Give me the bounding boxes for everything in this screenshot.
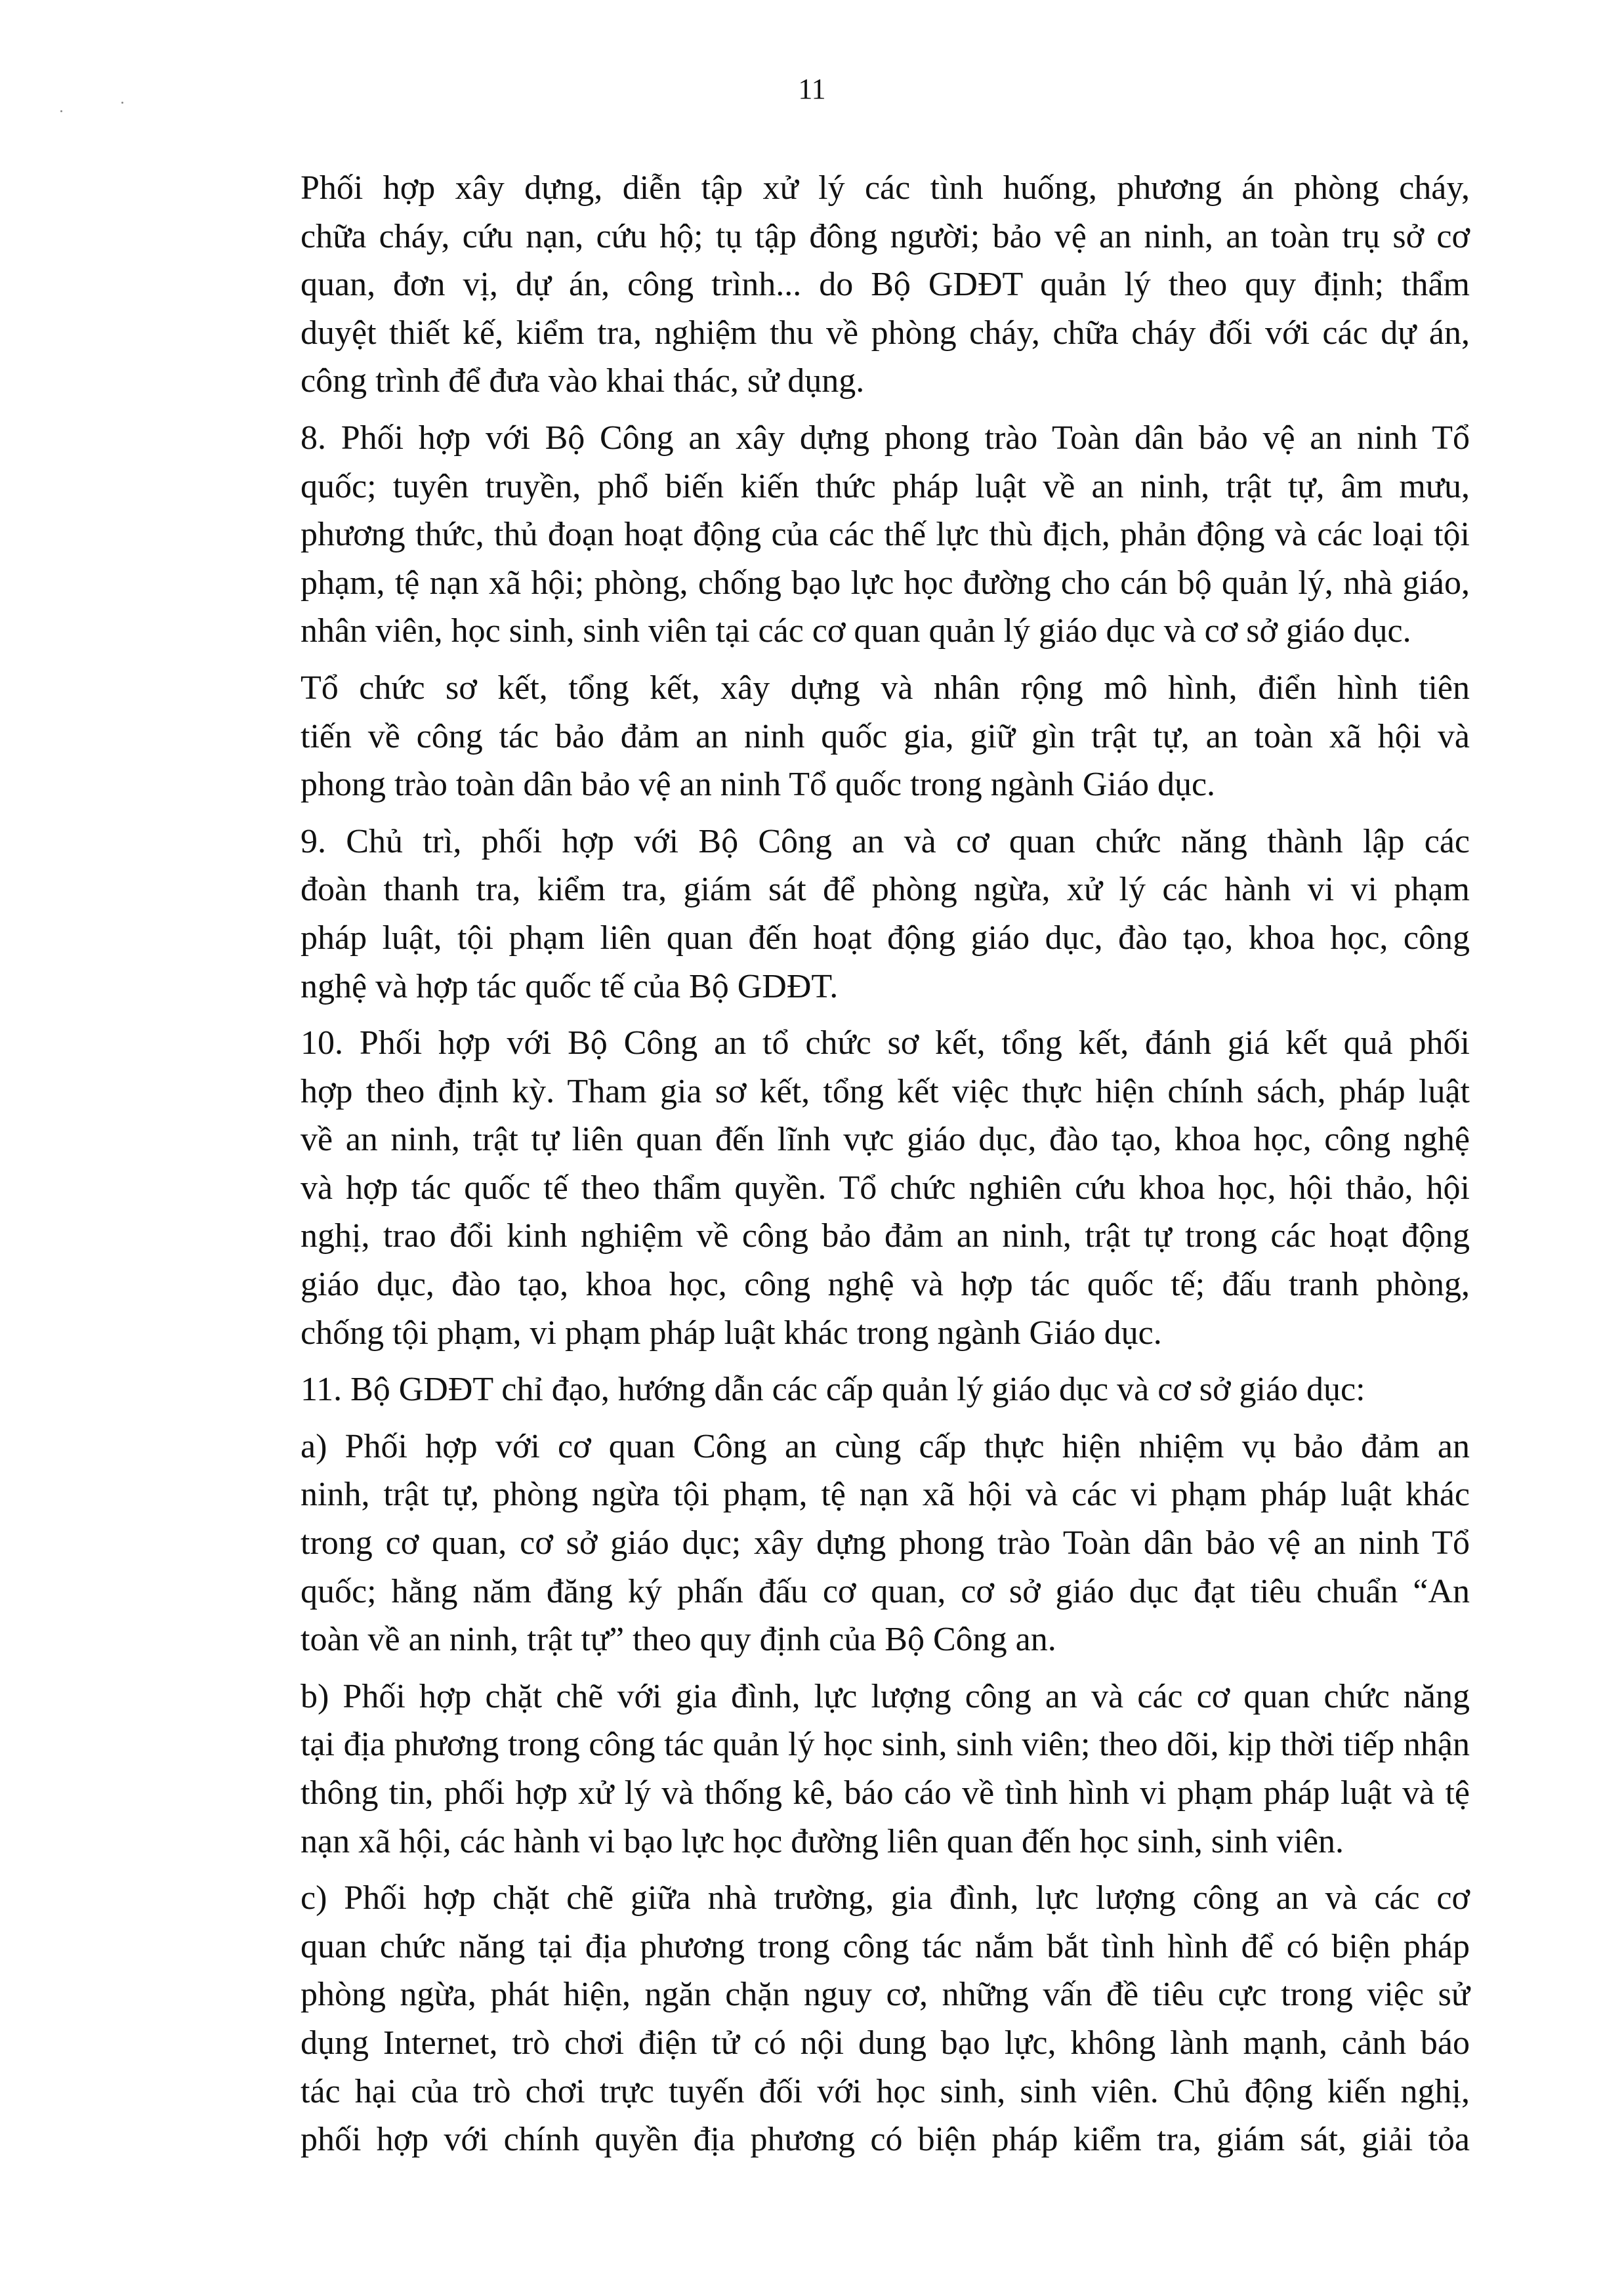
text-line: chữa cháy, cứu nạn, cứu hộ; tụ tập đông người; bảo vệ an ninh, an toàn trụ sở cơ bbox=[301, 217, 1470, 255]
text-line: duyệt thiết kế, kiểm tra, nghiệm thu về phòng cháy, chữa cháy đối với các dự án, bbox=[301, 314, 1470, 352]
text-line: ninh, trật tự, phòng ngừa tội phạm, tệ nạn xã hội và các vi phạm pháp luật khác bbox=[301, 1476, 1470, 1514]
text-line: về an ninh, trật tự liên quan đến lĩnh vực giáo dục, đào tạo, khoa học, công nghệ bbox=[301, 1121, 1470, 1159]
text-line: phương thức, thủ đoạn hoạt động của các thế lực thù địch, phản động và các loại tội bbox=[301, 516, 1470, 554]
text-line: nghị, trao đổi kinh nghiệm về công bảo đảm an ninh, trật tự trong các hoạt động bbox=[301, 1217, 1470, 1255]
text-line: phong trào toàn dân bảo vệ an ninh Tổ quốc trong ngành Giáo dục. bbox=[301, 766, 1216, 804]
scan-speck bbox=[121, 102, 123, 104]
text-line: nhân viên, học sinh, sinh viên tại các cơ quan quản lý giáo dục và cơ sở giáo dục. bbox=[301, 612, 1411, 650]
text-line: phối hợp với chính quyền địa phương có biện pháp kiểm tra, giám sát, giải tỏa bbox=[301, 2121, 1470, 2159]
text-line: thông tin, phối hợp xử lý và thống kê, báo cáo về tình hình vi phạm pháp luật và tệ bbox=[301, 1774, 1470, 1812]
text-line: phạm, tệ nạn xã hội; phòng, chống bạo lực học đường cho cán bộ quản lý, nhà giáo, bbox=[301, 564, 1470, 602]
text-line: giáo dục, đào tạo, khoa học, công nghệ và hợp tác quốc tế; đấu tranh phòng, bbox=[301, 1266, 1470, 1304]
text-line: Phối hợp xây dựng, diễn tập xử lý các tình huống, phương án phòng cháy, bbox=[301, 169, 1470, 207]
text-line: nạn xã hội, các hành vi bạo lực học đường liên quan đến học sinh, sinh viên. bbox=[301, 1822, 1344, 1860]
page-number: 11 bbox=[798, 73, 826, 105]
text-line: quốc; tuyên truyền, phổ biến kiến thức pháp luật về an ninh, trật tự, âm mưu, bbox=[301, 467, 1470, 505]
text-line: phòng ngừa, phát hiện, ngăn chặn nguy cơ, những vấn đề tiêu cực trong việc sử bbox=[301, 1976, 1470, 2014]
text-line: quốc; hằng năm đăng ký phấn đấu cơ quan, cơ sở giáo dục đạt tiêu chuẩn “An bbox=[301, 1572, 1470, 1610]
scan-speck bbox=[60, 110, 62, 112]
paragraph bbox=[230, 414, 1470, 656]
text-line: đoàn thanh tra, kiểm tra, giám sát để phòng ngừa, xử lý các hành vi vi phạm bbox=[301, 871, 1470, 909]
paragraph bbox=[230, 1366, 1470, 1414]
text-line: a) Phối hợp với cơ quan Công an cùng cấp thực hiện nhiệm vụ bảo đảm an bbox=[301, 1427, 1470, 1465]
text-line: c) Phối hợp chặt chẽ giữa nhà trường, gia đình, lực lượng công an và các cơ bbox=[301, 1879, 1470, 1917]
text-line: công trình để đưa vào khai thác, sử dụng. bbox=[301, 362, 865, 400]
paragraph bbox=[230, 664, 1470, 809]
text-line: 9. Chủ trì, phối hợp với Bộ Công an và cơ quan chức năng thành lập các bbox=[301, 822, 1470, 860]
document-body bbox=[230, 164, 1470, 2173]
text-line: chống tội phạm, vi phạm pháp luật khác trong ngành Giáo dục. bbox=[301, 1314, 1162, 1352]
paragraph bbox=[230, 1019, 1470, 1357]
text-line: toàn về an ninh, trật tự” theo quy định của Bộ Công an. bbox=[301, 1621, 1056, 1659]
text-line: quan, đơn vị, dự án, công trình... do Bộ GDĐT quản lý theo quy định; thẩm bbox=[301, 266, 1470, 304]
text-line: và hợp tác quốc tế theo thẩm quyền. Tổ chức nghiên cứu khoa học, hội thảo, hội bbox=[301, 1169, 1470, 1207]
text-line: nghệ và hợp tác quốc tế của Bộ GDĐT. bbox=[301, 967, 839, 1005]
text-line: quan chức năng tại địa phương trong công tác nắm bắt tình hình để có biện pháp bbox=[301, 1927, 1470, 1965]
text-line: dụng Internet, trò chơi điện tử có nội dung bạo lực, không lành mạnh, cảnh báo bbox=[301, 2024, 1470, 2062]
paragraph bbox=[230, 818, 1470, 1011]
text-line: pháp luật, tội phạm liên quan đến hoạt động giáo dục, đào tạo, khoa học, công bbox=[301, 919, 1470, 957]
text-line: tiến về công tác bảo đảm an ninh quốc gia, giữ gìn trật tự, an toàn xã hội và bbox=[301, 717, 1470, 755]
text-line: b) Phối hợp chặt chẽ với gia đình, lực lượng công an và các cơ quan chức năng bbox=[301, 1677, 1470, 1715]
text-line: 10. Phối hợp với Bộ Công an tổ chức sơ kết, tổng kết, đánh giá kết quả phối bbox=[301, 1024, 1470, 1062]
paragraph bbox=[230, 1874, 1470, 2164]
paragraph bbox=[230, 164, 1470, 406]
paragraph bbox=[230, 1673, 1470, 1866]
text-line: Tổ chức sơ kết, tổng kết, xây dựng và nhân rộng mô hình, điển hình tiên bbox=[301, 669, 1470, 707]
text-line: trong cơ quan, cơ sở giáo dục; xây dựng phong trào Toàn dân bảo vệ an ninh Tổ bbox=[301, 1524, 1470, 1562]
text-line: 8. Phối hợp với Bộ Công an xây dựng phong trào Toàn dân bảo vệ an ninh Tổ bbox=[301, 419, 1470, 457]
text-line: tại địa phương trong công tác quản lý học sinh, sinh viên; theo dõi, kịp thời tiếp nhận bbox=[301, 1726, 1470, 1764]
text-line: tác hại của trò chơi trực tuyến đối với học sinh, sinh viên. Chủ động kiến nghị, bbox=[301, 2072, 1470, 2110]
paragraph bbox=[230, 1423, 1470, 1664]
text-line: hợp theo định kỳ. Tham gia sơ kết, tổng kết việc thực hiện chính sách, pháp luật bbox=[301, 1072, 1470, 1110]
text-line: 11. Bộ GDĐT chỉ đạo, hướng dẫn các cấp quản lý giáo dục và cơ sở giáo dục: bbox=[301, 1371, 1365, 1409]
